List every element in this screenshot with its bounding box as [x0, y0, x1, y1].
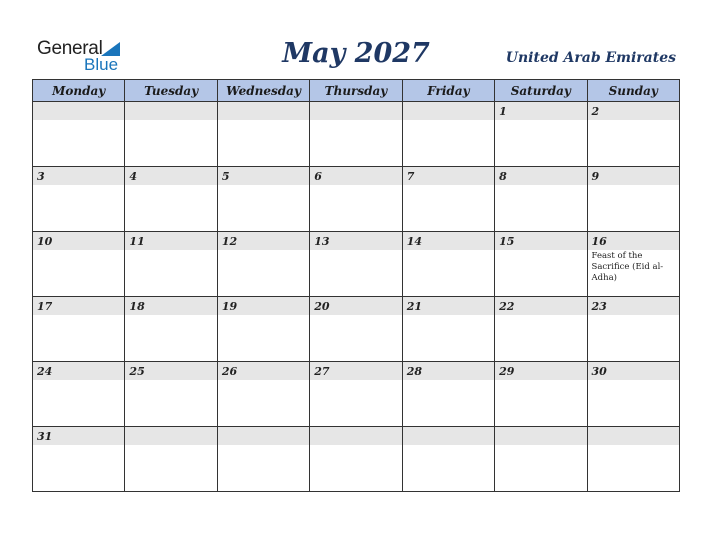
day-cell: [217, 167, 309, 232]
weekday-header: Saturday: [495, 80, 587, 102]
day-cell: [125, 167, 217, 232]
day-number: 7: [403, 167, 494, 185]
day-number: 26: [218, 362, 309, 380]
day-cell: [33, 427, 125, 492]
day-cell: [402, 102, 494, 167]
day-cell: [310, 167, 402, 232]
day-cell: [310, 297, 402, 362]
day-cell: [125, 102, 217, 167]
day-cell: [125, 427, 217, 492]
week-row: [33, 427, 680, 492]
weekday-header: Tuesday: [125, 80, 217, 102]
day-number: 5: [218, 167, 309, 185]
weekday-header: Monday: [33, 80, 125, 102]
day-cell: [495, 362, 587, 427]
week-row: [33, 102, 680, 167]
weekday-header: Friday: [402, 80, 494, 102]
day-cell: [310, 102, 402, 167]
day-cell: [495, 102, 587, 167]
day-number: 28: [403, 362, 494, 380]
day-number: [125, 427, 216, 445]
day-cell: [587, 102, 679, 167]
weekday-header: Sunday: [587, 80, 679, 102]
calendar-title: May 2027: [282, 38, 430, 69]
day-cell: [402, 167, 494, 232]
week-row: [33, 362, 680, 427]
day-cell: [495, 427, 587, 492]
day-cell: [33, 297, 125, 362]
day-number: 11: [125, 232, 216, 250]
day-cell: [587, 232, 679, 297]
day-cell: [33, 232, 125, 297]
day-cell: [587, 167, 679, 232]
day-number: 9: [588, 167, 679, 185]
day-number: [588, 427, 679, 445]
day-number: 21: [403, 297, 494, 315]
day-number: 20: [310, 297, 401, 315]
day-cell: [495, 167, 587, 232]
day-cell: [310, 427, 402, 492]
day-number: [310, 102, 401, 120]
day-cell: [495, 297, 587, 362]
day-number: [403, 427, 494, 445]
day-number: 23: [588, 297, 679, 315]
day-number: 18: [125, 297, 216, 315]
day-cell: [402, 232, 494, 297]
day-cell: [33, 102, 125, 167]
day-cell: [125, 362, 217, 427]
logo-text-blue: Blue: [84, 55, 119, 74]
day-number: [33, 102, 124, 120]
day-cell: [402, 297, 494, 362]
day-cell: [587, 427, 679, 492]
calendar-grid: [32, 79, 680, 492]
day-number: 13: [310, 232, 401, 250]
week-row: [33, 297, 680, 362]
day-cell: [495, 232, 587, 297]
day-cell: [217, 427, 309, 492]
day-number: 31: [33, 427, 124, 445]
day-cell: [402, 362, 494, 427]
day-number: 16: [588, 232, 679, 250]
day-number: [495, 427, 586, 445]
day-number: 25: [125, 362, 216, 380]
day-number: [218, 427, 309, 445]
day-number: 27: [310, 362, 401, 380]
day-cell: [33, 167, 125, 232]
day-number: 22: [495, 297, 586, 315]
day-number: [403, 102, 494, 120]
day-cell: [587, 362, 679, 427]
day-number: 14: [403, 232, 494, 250]
day-cell: [33, 362, 125, 427]
day-number: 30: [588, 362, 679, 380]
day-cell: [217, 102, 309, 167]
day-number: [310, 427, 401, 445]
day-cell: [217, 362, 309, 427]
day-number: 2: [588, 102, 679, 120]
day-number: 10: [33, 232, 124, 250]
day-number: 17: [33, 297, 124, 315]
weekday-header-row: [33, 80, 680, 102]
country-name: United Arab Emirates: [505, 50, 676, 66]
day-cell: [217, 232, 309, 297]
day-number: 8: [495, 167, 586, 185]
day-number: 1: [495, 102, 586, 120]
day-number: 15: [495, 232, 586, 250]
day-number: [218, 102, 309, 120]
day-cell: [310, 362, 402, 427]
day-cell: [402, 427, 494, 492]
day-cell: [125, 232, 217, 297]
day-cell: [587, 297, 679, 362]
day-number: 4: [125, 167, 216, 185]
week-row: [33, 167, 680, 232]
day-number: 12: [218, 232, 309, 250]
day-number: 29: [495, 362, 586, 380]
weekday-header: Wednesday: [217, 80, 309, 102]
day-cell: [125, 297, 217, 362]
weekday-header: Thursday: [310, 80, 402, 102]
holiday-label: Feast of the Sacrifice (Eid al-Adha): [591, 251, 664, 283]
day-cell: [217, 297, 309, 362]
day-number: 24: [33, 362, 124, 380]
day-number: 6: [310, 167, 401, 185]
day-cell: [310, 232, 402, 297]
week-row: [33, 232, 680, 297]
day-number: [125, 102, 216, 120]
day-number: 19: [218, 297, 309, 315]
day-number: 3: [33, 167, 124, 185]
logo-text-general: General: [37, 38, 103, 59]
